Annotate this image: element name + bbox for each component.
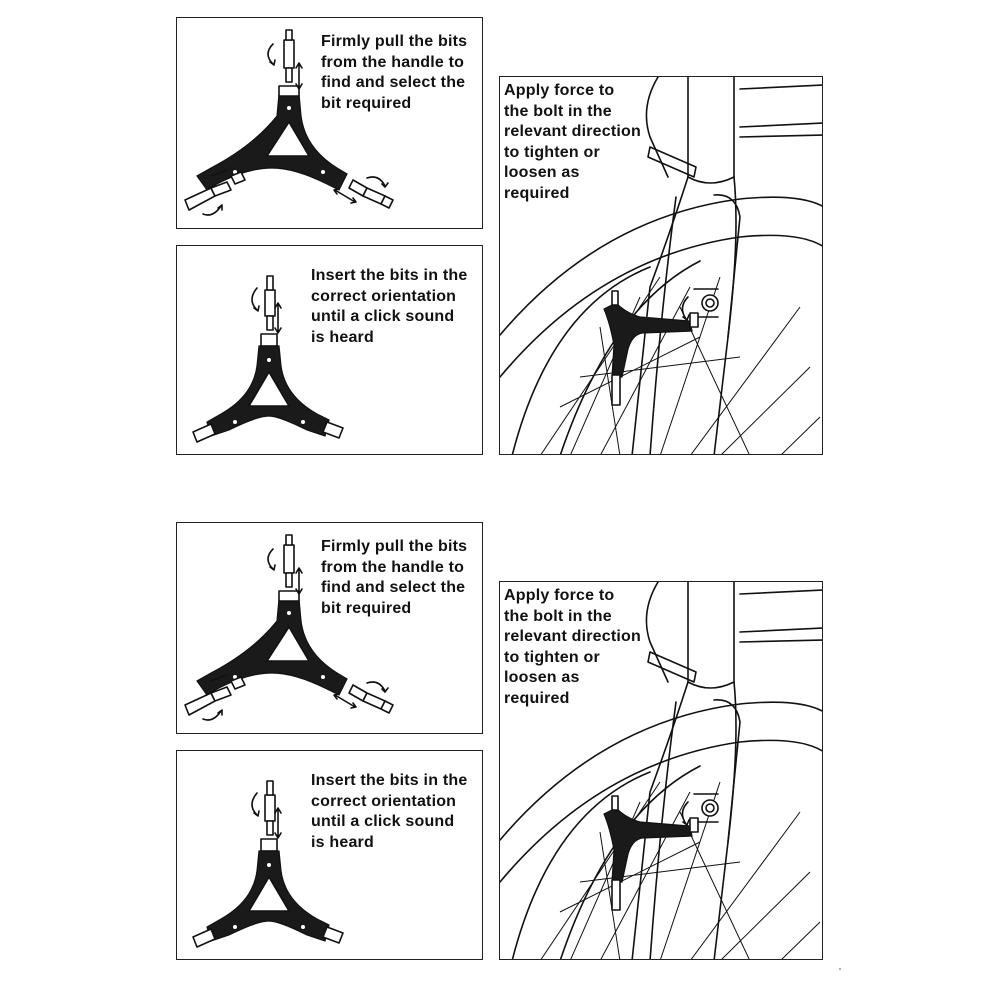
step-pull-caption: Firmly pull the bits from the handle to find and select the bit required [321,33,468,112]
rotate-arrow-icon [252,793,259,816]
rotate-arrow-icon [367,682,388,692]
step-apply-caption: Apply force to the bolt in the relevant direction to tighten or loosen as required [504,82,641,202]
rotate-arrow-icon [367,177,388,187]
step-pull-caption: Firmly pull the bits from the handle to find and select the bit required [321,538,468,617]
double-arrow-icon [334,189,356,203]
double-arrow-icon [296,568,302,594]
double-arrow-icon [334,694,356,708]
hex-bit-icon [265,276,275,330]
stray-dot [839,968,841,970]
rotate-arrow-icon [252,288,259,311]
bicycle-fork-icon [632,77,823,455]
hex-bit-icon [284,535,294,587]
step-apply-panel [499,76,823,455]
hex-bit-icon [284,30,294,82]
rotate-arrow-icon [268,44,275,65]
rotate-arrow-icon [268,549,275,570]
step-insert-caption: Insert the bits in the correct orientation until a click sound is heard [311,267,468,346]
step-pull-panel [176,522,483,734]
y-wrench-icon [207,334,329,436]
step-insert-panel [176,750,483,960]
double-arrow-icon [296,63,302,89]
rotate-arrow-icon [682,802,689,825]
double-arrow-icon [275,808,281,838]
rotate-arrow-icon [203,205,222,215]
step-pull-panel [176,17,483,229]
bicycle-fork-icon [632,582,823,960]
step-insert-panel [176,245,483,455]
double-arrow-icon [275,303,281,333]
step-insert-caption: Insert the bits in the correct orientation until a click sound is heard [311,772,468,851]
rotate-arrow-icon [682,297,689,320]
y-wrench-icon [604,796,698,910]
y-wrench-icon [207,839,329,941]
step-apply-caption: Apply force to the bolt in the relevant direction to tighten or loosen as required [504,587,641,707]
rotate-arrow-icon [203,710,222,720]
y-wrench-icon [604,291,698,405]
hex-bit-icon [265,781,275,835]
step-apply-panel [499,581,823,960]
